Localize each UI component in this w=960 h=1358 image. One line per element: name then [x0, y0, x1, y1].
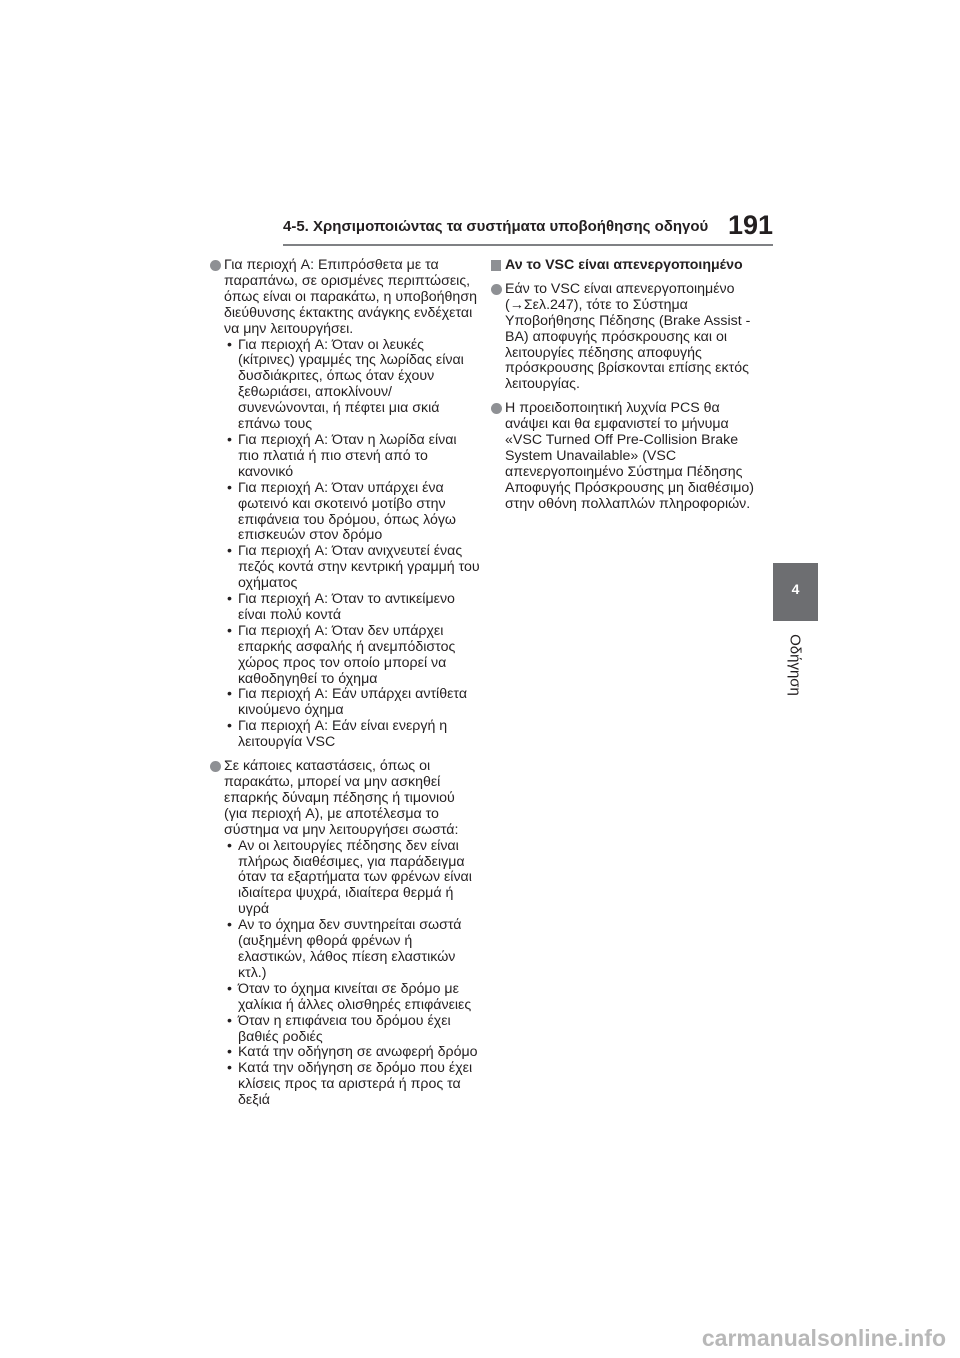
list-item: • Αν οι λειτουργίες πέδησης δεν είναι πλήρως διαθέσιμες, για παράδειγμα όταν τα εξαρτήματα των φρένων είναι ιδιαίτερα ψυχρά, ιδιαίτερα θερμά ή υγρά — [224, 839, 480, 919]
circle-bullet-icon — [491, 284, 502, 295]
chapter-tab — [773, 563, 818, 621]
circle-bullet-icon — [210, 260, 221, 271]
list-item: • Κατά την οδήγηση σε ανωφερή δρόμο — [224, 1045, 480, 1061]
watermark: carmanualsonline.info — [701, 1325, 946, 1351]
list-item: • Για περιοχή A: Όταν οι λευκές (κίτρινες) γραμμές της λωρίδας είναι δυσδιάκριτες, όπως όταν έχουν ξεθωριάσει, αποκλίνουν/συνενώνονται, ή πέφτει μια σκιά επάνω τους — [224, 338, 480, 433]
paragraph-pcs-warning — [491, 401, 766, 512]
circle-bullet-icon — [491, 403, 502, 414]
paragraph-text: Εάν το VSC είναι απενεργοποιημένο (→Σελ.247), τότε το Σύστημα Υποβοήθησης Πέδησης (Brake Assist - BA) αποφυγής πρόσκρουσης και οι λειτουργίες πέδησης αποφυγής πρόσκρουσης βρίσκονται επίσης εκτός λειτουργίας. — [505, 280, 751, 393]
header-rule — [283, 244, 773, 246]
list-item: • Για περιοχή A: Όταν ανιχνευτεί ένας πεζός κοντά στην κεντρική γραμμή του οχήματος — [224, 544, 480, 592]
list-item: • Για περιοχή A: Εάν υπάρχει αντίθετα κινούμενο όχημα — [224, 687, 480, 719]
paragraph-text: Για περιοχή A: Επιπρόσθετα με τα παραπάνω, σε ορισμένες περιπτώσεις, όπως είναι οι παρακάτω, η υποβοήθηση διεύθυνσης έκτακτης ανάγκης ενδέχεται να μην λειτουργήσει. — [224, 257, 477, 337]
paragraph-text: Σε κάποιες καταστάσεις, όπως οι παρακάτω, μπορεί να μην ασκηθεί επαρκής δύναμη πέδησης ή τιμονιού (για περιοχή A), με αποτέλεσμα το σύστημα να μην λειτουργήσει σωστά: — [224, 758, 459, 838]
paragraph-vsc-off — [491, 282, 766, 393]
heading-text: Αν το VSC είναι απενεργοποιημένο — [505, 257, 743, 273]
left-column — [210, 258, 480, 1117]
section-title: 4-5. Χρησιμοποιώντας τα συστήματα υποβοήθησης οδηγού — [283, 218, 709, 235]
square-bullet-icon — [491, 260, 501, 271]
section-heading — [491, 258, 766, 274]
paragraph-area-a — [210, 258, 480, 751]
list-item: • Όταν η επιφάνεια του δρόμου έχει βαθιές ροδιές — [224, 1014, 480, 1046]
list-item: • Για περιοχή A: Όταν η λωρίδα είναι πιο πλατιά ή πιο στενή από το κανονικό — [224, 433, 480, 481]
list-item: • Για περιοχή A: Όταν υπάρχει ένα φωτεινό και σκοτεινό μοτίβο στην επιφάνεια του δρόμου, όπως λόγω επισκευών στον δρόμο — [224, 481, 480, 545]
list-item: • Για περιοχή A: Όταν το αντικείμενο είναι πολύ κοντά — [224, 592, 480, 624]
right-column — [491, 258, 766, 521]
circle-bullet-icon — [210, 761, 221, 772]
list-item: • Όταν το όχημα κινείται σε δρόμο με χαλίκια ή άλλες ολισθηρές επιφάνειες — [224, 982, 480, 1014]
list-item: • Αν το όχημα δεν συντηρείται σωστά (αυξημένη φθορά φρένων ή ελαστικών, λάθος πίεση ελαστικών κτλ.) — [224, 918, 480, 982]
paragraph-text: Η προειδοποιητική λυχνία PCS θα ανάψει και θα εμφανιστεί το μήνυμα «VSC Turned Off Pre-Collision Brake System Unavailable» (VSC απενεργοποιημένο Σύστημα Πέδησης Αποφυγής Πρόσκρουσης μη διαθέσιμο) στην οθόνη πολλαπλών πληροφοριών. — [505, 400, 755, 512]
list-item: • Κατά την οδήγηση σε δρόμο που έχει κλίσεις προς τα αριστερά ή προς τα δεξιά — [224, 1061, 480, 1109]
paragraph-braking-conditions — [210, 759, 480, 1109]
page-header — [283, 210, 773, 250]
list-item: • Για περιοχή A: Όταν δεν υπάρχει επαρκής ασφαλής ή ανεμπόδιστος χώρος προς τον οποίο μπορεί να καθοδηγηθεί το όχημα — [224, 624, 480, 688]
page-number: 191 — [727, 210, 773, 240]
chapter-number: 4 — [791, 581, 800, 597]
list-item: • Για περιοχή A: Εάν είναι ενεργή η λειτουργία VSC — [224, 719, 480, 751]
chapter-label: Οδήγηση — [786, 634, 804, 696]
